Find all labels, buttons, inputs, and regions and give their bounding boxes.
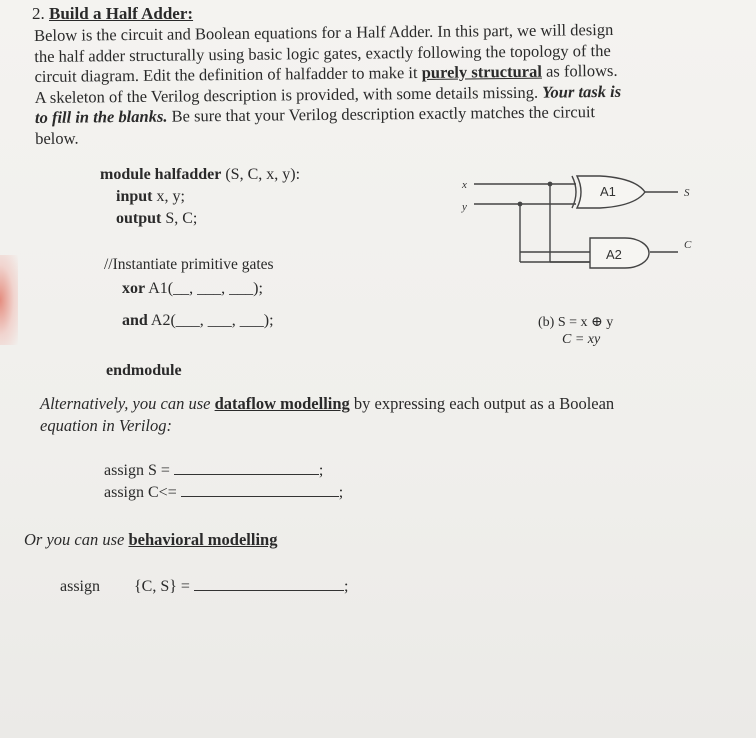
junction-dot-x bbox=[548, 182, 553, 187]
gate-a2-label: A2 bbox=[606, 247, 622, 262]
purely-structural-emphasis: purely structural bbox=[421, 61, 543, 82]
para-line-5: to fill in the blanks. Be sure that your Verilog description exactly matches the circuit bbox=[34, 102, 596, 127]
and-instance-line: and A2(___, ___, ___); bbox=[122, 312, 274, 329]
module-declaration: module halfadder (S, C, x, y): bbox=[100, 166, 301, 183]
para-line-2: the half adder structurally using basic logic gates, exactly following the topology of the bbox=[34, 40, 611, 66]
problem-title: Build a Half Adder: bbox=[49, 4, 194, 23]
endmodule-keyword: endmodule bbox=[106, 362, 182, 379]
para-line-1: Below is the circuit and Boolean equations for a Half Adder. In this part, we will design bbox=[34, 19, 614, 45]
assign-c-blank[interactable] bbox=[181, 484, 339, 497]
finger-shadow bbox=[0, 255, 18, 345]
para-line-3: circuit diagram. Edit the definition of halfadder to make it purely structural as follows. bbox=[34, 60, 618, 86]
output-s-label: S bbox=[684, 187, 690, 199]
output-c-label: C bbox=[684, 239, 692, 251]
input-x-label: x bbox=[462, 179, 467, 191]
para-line-6: below. bbox=[35, 128, 79, 148]
equation-c: C = xy bbox=[562, 332, 601, 347]
behavioral-emphasis: behavioral modelling bbox=[128, 530, 278, 549]
assign-c-line: assign C<= ; bbox=[104, 484, 344, 501]
assign-s-line: assign S = ; bbox=[104, 462, 324, 479]
fill-blanks-emphasis: to fill in the blanks. bbox=[34, 106, 168, 127]
half-adder-circuit bbox=[440, 162, 740, 292]
input-y-label: y bbox=[462, 201, 467, 213]
equation-s: (b) S = x ⊕ y bbox=[538, 315, 614, 330]
junction-dot-y bbox=[518, 202, 523, 207]
assign-s-blank[interactable] bbox=[174, 462, 319, 475]
behavioral-blank[interactable] bbox=[194, 578, 344, 591]
instantiate-comment: //Instantiate primitive gates bbox=[104, 256, 274, 273]
dataflow-emphasis: dataflow modelling bbox=[214, 394, 350, 413]
output-declaration: output S, C; bbox=[116, 210, 198, 227]
behavioral-line: Or you can use behavioral modelling bbox=[24, 530, 278, 549]
gate-a1-label: A1 bbox=[600, 184, 616, 199]
xor-blanks[interactable]: __, ___, ___); bbox=[173, 280, 263, 297]
problem-heading bbox=[32, 4, 193, 24]
problem-description bbox=[34, 19, 737, 149]
input-declaration: input x, y; bbox=[116, 188, 185, 205]
dataflow-line-1: Alternatively, you can use dataflow modelling by expressing each output as a Boolean bbox=[40, 394, 615, 413]
dataflow-line-2: equation in Verilog: bbox=[40, 416, 172, 435]
behavioral-assign-line: assign {C, S} = ; bbox=[60, 578, 349, 595]
para-line-4: A skeleton of the Verilog description is provided, with some details missing. Your task is bbox=[34, 81, 622, 107]
problem-number: 2. bbox=[32, 4, 45, 23]
and-blanks[interactable]: ___, ___, ___); bbox=[175, 312, 274, 329]
your-task-emphasis: Your task is bbox=[542, 81, 622, 102]
xor-instance-line: xor A1(__, ___, ___); bbox=[122, 280, 263, 297]
